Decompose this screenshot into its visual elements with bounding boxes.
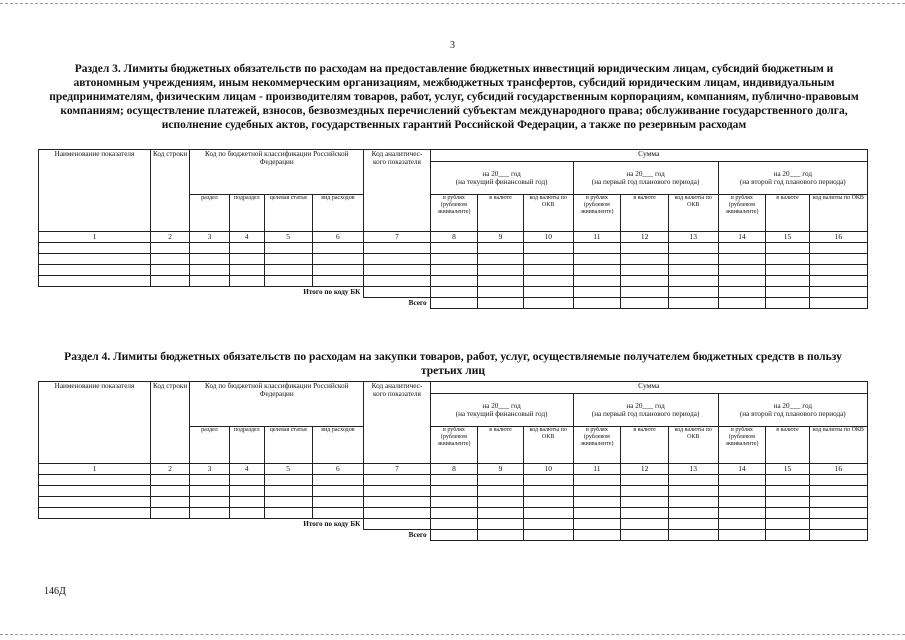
cell[interactable] xyxy=(264,265,312,276)
cell[interactable] xyxy=(766,265,810,276)
cell[interactable] xyxy=(621,287,669,298)
cell[interactable] xyxy=(718,287,766,298)
col-year-plan-2: на 20___ год (на второй год планового периода) xyxy=(718,162,867,195)
cell[interactable] xyxy=(523,530,573,541)
total-all-row xyxy=(39,530,868,541)
cell[interactable] xyxy=(229,475,264,486)
cell[interactable] xyxy=(668,254,718,265)
cell[interactable] xyxy=(150,265,189,276)
col-number: 9 xyxy=(478,232,524,243)
cell[interactable] xyxy=(573,265,621,276)
cell[interactable] xyxy=(312,254,364,265)
cell[interactable] xyxy=(621,475,669,486)
cell[interactable] xyxy=(621,530,669,541)
cell[interactable] xyxy=(229,276,264,287)
table-row xyxy=(39,243,868,254)
cell[interactable] xyxy=(478,497,524,508)
cell[interactable] xyxy=(150,254,189,265)
cell[interactable] xyxy=(718,276,766,287)
total-bk-row xyxy=(39,287,868,298)
cell[interactable] xyxy=(364,276,430,287)
col-line-code: Код строки xyxy=(150,382,189,464)
cell[interactable] xyxy=(523,497,573,508)
cell[interactable] xyxy=(809,486,867,497)
col-number: 4 xyxy=(229,464,264,475)
cell[interactable] xyxy=(668,265,718,276)
total-all-row xyxy=(39,298,868,309)
cell[interactable] xyxy=(809,276,867,287)
col-number: 16 xyxy=(809,232,867,243)
cell[interactable] xyxy=(766,497,810,508)
cell[interactable] xyxy=(430,287,478,298)
cell[interactable] xyxy=(190,254,229,265)
cell[interactable] xyxy=(364,475,430,486)
cell[interactable] xyxy=(150,475,189,486)
total-bk-row xyxy=(39,519,868,530)
cell[interactable] xyxy=(312,486,364,497)
cell[interactable] xyxy=(718,497,766,508)
cell[interactable] xyxy=(264,475,312,486)
col-number: 15 xyxy=(766,464,810,475)
cell[interactable] xyxy=(573,475,621,486)
cell[interactable] xyxy=(264,254,312,265)
cell[interactable] xyxy=(312,497,364,508)
cell[interactable] xyxy=(150,497,189,508)
cell[interactable] xyxy=(621,265,669,276)
col-number: 7 xyxy=(364,464,430,475)
col-bk-code: Код по бюджетной классификации Российской Федерации xyxy=(190,150,364,195)
col-currency: в валюте xyxy=(766,427,810,464)
cell[interactable] xyxy=(150,508,189,519)
cell[interactable] xyxy=(430,519,478,530)
section-3-title: Раздел 3. Лимиты бюджетных обязательств по расходам на предоставление бюджетных инвестиций юридическим лицам, субсидий бюджетным и автономным учреждениям, иным некоммерческим организациям, межбюджетных трансфертов, субсидий юридическим лицам, индивидуальным предпринимателям, физическим лицам - производителям товаров, работ, услуг, субсидий государственным корпорациям, компаниям, публично-правовым компаниям; осуществление платежей, взносов, безвозмездных перечислений субъектам международного права; обслуживание государственного долга, исполнение судебных актов, государственных гарантий Российской Федерации, а также по резервным расходам xyxy=(49,63,859,131)
cell[interactable] xyxy=(264,243,312,254)
cell[interactable] xyxy=(668,475,718,486)
section-4-table xyxy=(38,381,868,541)
col-rub: в рублях (рублевом эквиваленте) xyxy=(718,195,766,232)
col-number: 13 xyxy=(668,464,718,475)
cell[interactable] xyxy=(766,276,810,287)
form-code: 146Д xyxy=(44,586,66,597)
cell[interactable] xyxy=(190,265,229,276)
cell[interactable] xyxy=(573,298,621,309)
cell[interactable] xyxy=(809,475,867,486)
col-number: 14 xyxy=(718,464,766,475)
col-number: 12 xyxy=(621,464,669,475)
cell[interactable] xyxy=(718,298,766,309)
cell[interactable] xyxy=(478,243,524,254)
col-analytic-code: Код аналитичес-кого показателя xyxy=(364,382,430,464)
cell[interactable] xyxy=(312,276,364,287)
col-bk-expense-type: вид расходов xyxy=(312,195,364,232)
total-bk-label: Итого по коду БК xyxy=(303,288,361,297)
cell[interactable] xyxy=(478,475,524,486)
col-number: 3 xyxy=(190,232,229,243)
cell[interactable] xyxy=(523,519,573,530)
cell[interactable] xyxy=(39,276,151,287)
col-number: 1 xyxy=(39,464,151,475)
cell[interactable] xyxy=(312,475,364,486)
cell[interactable] xyxy=(190,508,229,519)
cell[interactable] xyxy=(573,254,621,265)
col-number: 6 xyxy=(312,232,364,243)
col-currency: в валюте xyxy=(621,427,669,464)
cell[interactable] xyxy=(668,486,718,497)
col-number: 15 xyxy=(766,232,810,243)
cell[interactable] xyxy=(229,486,264,497)
cell[interactable] xyxy=(264,497,312,508)
col-bk-subsection: подраздел xyxy=(229,195,264,232)
cell[interactable] xyxy=(668,298,718,309)
cell[interactable] xyxy=(668,497,718,508)
total-bk-label: Итого по коду БК xyxy=(303,520,361,529)
cell[interactable] xyxy=(766,530,810,541)
col-rub: в рублях (рублевом эквиваленте) xyxy=(430,427,478,464)
col-currency: в валюте xyxy=(478,195,524,232)
cell[interactable] xyxy=(312,508,364,519)
col-bk-target: целевая статья xyxy=(264,427,312,464)
total-all-label: Всего xyxy=(408,299,427,308)
cell[interactable] xyxy=(668,508,718,519)
cell[interactable] xyxy=(364,243,430,254)
cell[interactable] xyxy=(523,486,573,497)
cell[interactable] xyxy=(766,243,810,254)
cell[interactable] xyxy=(478,254,524,265)
cell[interactable] xyxy=(621,243,669,254)
cell[interactable] xyxy=(430,243,478,254)
col-number: 13 xyxy=(668,232,718,243)
cell[interactable] xyxy=(621,497,669,508)
total-all-label: Всего xyxy=(408,531,427,540)
col-number: 14 xyxy=(718,232,766,243)
cell[interactable] xyxy=(430,298,478,309)
cell[interactable] xyxy=(478,265,524,276)
col-number: 11 xyxy=(573,464,621,475)
cell[interactable] xyxy=(430,475,478,486)
col-number: 8 xyxy=(430,232,478,243)
col-number: 5 xyxy=(264,232,312,243)
col-number: 7 xyxy=(364,232,430,243)
cell[interactable] xyxy=(766,254,810,265)
table-row xyxy=(39,254,868,265)
cell[interactable] xyxy=(478,530,524,541)
table-row xyxy=(39,497,868,508)
cell[interactable] xyxy=(523,276,573,287)
cell[interactable] xyxy=(621,276,669,287)
cell[interactable] xyxy=(809,243,867,254)
cell[interactable] xyxy=(809,265,867,276)
cell[interactable] xyxy=(718,265,766,276)
col-okv: код валюты по ОКВ xyxy=(668,427,718,464)
table-row xyxy=(39,276,868,287)
cell[interactable] xyxy=(573,287,621,298)
cell[interactable] xyxy=(430,530,478,541)
col-year-plan-1: на 20___ год (на первый год планового периода) xyxy=(573,162,718,195)
col-number: 8 xyxy=(430,464,478,475)
cell[interactable] xyxy=(39,475,151,486)
col-currency: в валюте xyxy=(621,195,669,232)
cell[interactable] xyxy=(264,276,312,287)
col-currency: в валюте xyxy=(766,195,810,232)
cell[interactable] xyxy=(430,265,478,276)
cell[interactable] xyxy=(573,508,621,519)
col-number: 2 xyxy=(150,464,189,475)
col-bk-subsection: подраздел xyxy=(229,427,264,464)
col-bk-section: раздел xyxy=(190,427,229,464)
cell[interactable] xyxy=(718,519,766,530)
cell[interactable] xyxy=(364,287,430,298)
col-rub: в рублях (рублевом эквиваленте) xyxy=(718,427,766,464)
col-analytic-code: Код аналитичес-кого показателя xyxy=(364,150,430,232)
cell[interactable] xyxy=(766,519,810,530)
cell[interactable] xyxy=(364,508,430,519)
cell[interactable] xyxy=(229,497,264,508)
cell[interactable] xyxy=(766,298,810,309)
cell[interactable] xyxy=(430,497,478,508)
cell[interactable] xyxy=(430,254,478,265)
cell[interactable] xyxy=(766,486,810,497)
cell[interactable] xyxy=(312,243,364,254)
cell[interactable] xyxy=(364,497,430,508)
cell[interactable] xyxy=(766,475,810,486)
cell[interactable] xyxy=(150,486,189,497)
col-number: 6 xyxy=(312,464,364,475)
cell[interactable] xyxy=(364,265,430,276)
cell[interactable] xyxy=(39,243,151,254)
cell[interactable] xyxy=(430,276,478,287)
cell[interactable] xyxy=(668,243,718,254)
cell[interactable] xyxy=(364,254,430,265)
cell[interactable] xyxy=(809,508,867,519)
cell[interactable] xyxy=(573,243,621,254)
cell[interactable] xyxy=(809,530,867,541)
table-row xyxy=(39,508,868,519)
cell[interactable] xyxy=(264,486,312,497)
cell[interactable] xyxy=(150,243,189,254)
cell[interactable] xyxy=(229,254,264,265)
cell[interactable] xyxy=(718,254,766,265)
col-number: 12 xyxy=(621,232,669,243)
cell[interactable] xyxy=(809,254,867,265)
col-number: 10 xyxy=(523,232,573,243)
col-number: 16 xyxy=(809,464,867,475)
col-sum: Сумма xyxy=(430,382,867,394)
cell[interactable] xyxy=(478,298,524,309)
cell[interactable] xyxy=(430,486,478,497)
cell[interactable] xyxy=(39,486,151,497)
col-number: 2 xyxy=(150,232,189,243)
col-number: 10 xyxy=(523,464,573,475)
col-bk-expense-type: вид расходов xyxy=(312,427,364,464)
col-number: 3 xyxy=(190,464,229,475)
cell[interactable] xyxy=(478,486,524,497)
cell[interactable] xyxy=(312,265,364,276)
page-number: 3 xyxy=(450,40,455,51)
cell[interactable] xyxy=(809,287,867,298)
col-number: 9 xyxy=(478,464,524,475)
cell[interactable] xyxy=(190,243,229,254)
cell[interactable] xyxy=(190,276,229,287)
cell[interactable] xyxy=(573,276,621,287)
col-sum: Сумма xyxy=(430,150,867,162)
cell[interactable] xyxy=(523,508,573,519)
cell[interactable] xyxy=(229,265,264,276)
col-okv: код валюты по ОКВ xyxy=(809,427,867,464)
cell[interactable] xyxy=(809,497,867,508)
cell[interactable] xyxy=(809,298,867,309)
cell[interactable] xyxy=(573,497,621,508)
col-year-plan-1: на 20___ год (на первый год планового периода) xyxy=(573,394,718,427)
section-4-title: Раздел 4. Лимиты бюджетных обязательств по расходам на закупки товаров, работ, услуг, осуществляемые получателем бюджетных средств в пользу третьих лиц xyxy=(64,351,842,377)
col-rub: в рублях (рублевом эквиваленте) xyxy=(430,195,478,232)
cell[interactable] xyxy=(621,508,669,519)
col-rub: в рублях (рублевом эквиваленте) xyxy=(573,427,621,464)
cell[interactable] xyxy=(478,276,524,287)
col-number: 1 xyxy=(39,232,151,243)
cell[interactable] xyxy=(364,486,430,497)
cell[interactable] xyxy=(523,287,573,298)
cell[interactable] xyxy=(190,486,229,497)
cell[interactable] xyxy=(809,519,867,530)
cell[interactable] xyxy=(190,497,229,508)
cell[interactable] xyxy=(430,508,478,519)
col-bk-target: целевая статья xyxy=(264,195,312,232)
col-indicator-name: Наименование показателя xyxy=(39,382,151,464)
scan-edge-top xyxy=(0,3,905,4)
cell[interactable] xyxy=(621,519,669,530)
col-year-plan-2: на 20___ год (на второй год планового периода) xyxy=(718,394,867,427)
cell[interactable] xyxy=(523,475,573,486)
cell[interactable] xyxy=(523,243,573,254)
cell[interactable] xyxy=(523,298,573,309)
col-okv: код валюты по ОКВ xyxy=(809,195,867,232)
cell[interactable] xyxy=(478,519,524,530)
col-bk-section: раздел xyxy=(190,195,229,232)
col-okv: код валюты по ОКВ xyxy=(523,195,573,232)
cell[interactable] xyxy=(718,530,766,541)
cell[interactable] xyxy=(190,475,229,486)
table-row xyxy=(39,265,868,276)
cell[interactable] xyxy=(668,530,718,541)
col-okv: код валюты по ОКВ xyxy=(523,427,573,464)
col-year-current: на 20___ год (на текущий финансовый год) xyxy=(430,162,573,195)
col-number: 5 xyxy=(264,464,312,475)
cell[interactable] xyxy=(766,287,810,298)
col-bk-code: Код по бюджетной классификации Российской Федерации xyxy=(190,382,364,427)
cell[interactable] xyxy=(718,475,766,486)
cell[interactable] xyxy=(229,508,264,519)
cell[interactable] xyxy=(39,265,151,276)
cell[interactable] xyxy=(668,276,718,287)
col-rub: в рублях (рублевом эквиваленте) xyxy=(573,195,621,232)
cell[interactable] xyxy=(573,486,621,497)
cell[interactable] xyxy=(621,298,669,309)
table-row xyxy=(39,475,868,486)
cell[interactable] xyxy=(523,254,573,265)
table-row xyxy=(39,486,868,497)
cell[interactable] xyxy=(478,508,524,519)
cell[interactable] xyxy=(39,254,151,265)
scan-edge-bottom xyxy=(0,634,905,635)
cell[interactable] xyxy=(39,497,151,508)
cell[interactable] xyxy=(668,519,718,530)
col-year-current: на 20___ год (на текущий финансовый год) xyxy=(430,394,573,427)
col-line-code: Код строки xyxy=(150,150,189,232)
col-currency: в валюте xyxy=(478,427,524,464)
cell[interactable] xyxy=(150,276,189,287)
col-okv: код валюты по ОКВ xyxy=(668,195,718,232)
cell[interactable] xyxy=(573,530,621,541)
cell[interactable] xyxy=(718,486,766,497)
cell[interactable] xyxy=(573,519,621,530)
cell[interactable] xyxy=(523,265,573,276)
section-3-table xyxy=(38,149,868,309)
cell[interactable] xyxy=(668,287,718,298)
col-number: 11 xyxy=(573,232,621,243)
col-number: 4 xyxy=(229,232,264,243)
cell[interactable] xyxy=(621,486,669,497)
cell[interactable] xyxy=(766,508,810,519)
col-indicator-name: Наименование показателя xyxy=(39,150,151,232)
cell[interactable] xyxy=(364,519,430,530)
cell[interactable] xyxy=(39,508,151,519)
cell[interactable] xyxy=(718,508,766,519)
cell[interactable] xyxy=(718,243,766,254)
cell[interactable] xyxy=(264,508,312,519)
cell[interactable] xyxy=(621,254,669,265)
cell[interactable] xyxy=(478,287,524,298)
cell[interactable] xyxy=(229,243,264,254)
